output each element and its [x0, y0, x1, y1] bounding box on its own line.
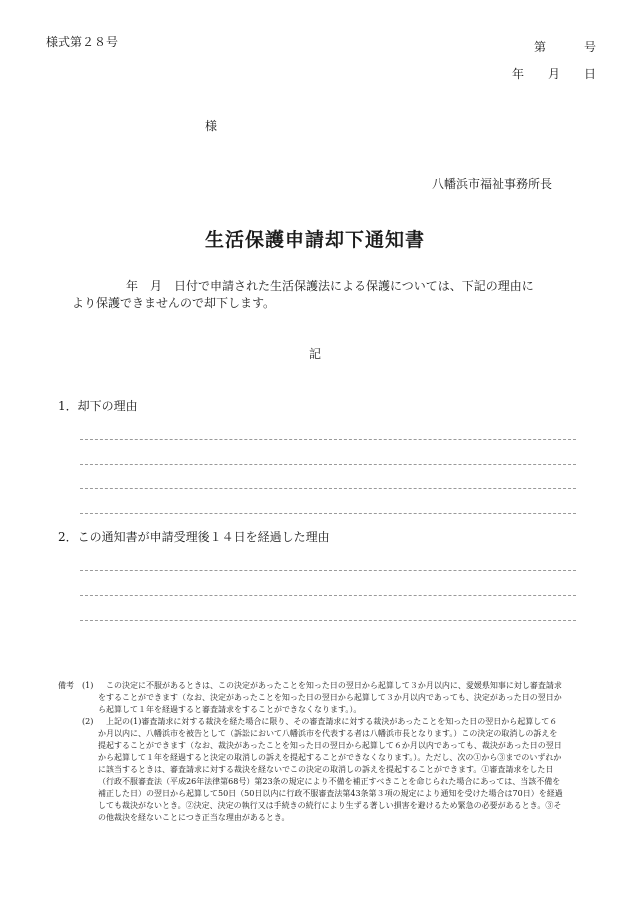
form-number: 様式第２８号: [46, 35, 119, 49]
delay-reason-line: [80, 595, 576, 596]
body-line-1: 年 月 日付で申請された生活保護法による保護については、下記の理由に: [126, 279, 534, 293]
number-suffix: 号: [584, 40, 597, 54]
ki-label: 記: [308, 347, 321, 361]
date-year-label: 年: [512, 67, 525, 81]
note-text: 上記の(1)審査請求に対する裁決を経た場合に限り、その審査請求に対する裁決があったことを知った日の翌日から起算して６か月以内に、八幡浜市を被告として（訴訟において八幡浜市を代表する者は八幡浜市長となります。）この決定の取消しの訴えを提起することができます（なお、裁決があったことを知った日の翌日から起算して６か月以内であっても、裁決があった日の翌日から起算して１年を経過すると決定の取消しの訴えを提起することができなくなります。）。ただし、次の①から③までのいずれかに該当するときは、審査請求に対する裁決を経ないでこの決定の取消しの訴えを提起することができます。①審査請求をした日（行政不服審査法（平成26年法律第68号）第23条の規定により不備を補正すべきことを命じられた場合にあっては、当該不備を補正した日）の翌日から起算して50日（50日以内に行政不服審査法第43条第３項の規定により通知を受けた場合は70日）を経過しても裁決がないとき。②決定、決定の執行又は手続きの続行により生ずる著しい損害を避けるため緊急の必要があるとき。③その他裁決を経ないことにつき正当な理由があるとき。: [98, 717, 563, 822]
notes-label: 備考: [58, 681, 74, 690]
note-number: (1): [82, 681, 94, 690]
reason-line: [80, 513, 576, 514]
delay-reason-line: [80, 570, 576, 571]
reason-line: [80, 464, 576, 465]
addressee-honorific: 様: [205, 119, 218, 133]
date-day-label: 日: [584, 67, 597, 81]
notes: [58, 680, 563, 824]
reason-line: [80, 488, 576, 489]
body-line-2: より保護できませんので却下します。: [72, 296, 276, 310]
number-prefix: 第: [534, 40, 547, 54]
section-heading-delay-reason: 2．この通知書が申請受理後１４日を経過した理由: [58, 530, 330, 544]
reason-line: [80, 439, 576, 440]
section-heading-rejection-reason: 1．却下の理由: [58, 399, 138, 413]
note-number: (2): [82, 717, 94, 726]
document-title: 生活保護申請却下通知書: [204, 229, 425, 251]
delay-reason-line: [80, 620, 576, 621]
body-text: [72, 278, 562, 312]
note-text: この決定に不服があるときは、この決定があったことを知った日の翌日から起算して３か月以内に、愛媛県知事に対し審査請求をすることができます（なお、決定があったことを知った日の翌日から起算して３か月以内であっても、決定があった日の翌日から起算して１年を経過すると審査請求をすることができなくなります。）。: [98, 681, 562, 714]
issuer-name: 八幡浜市福祉事務所長: [432, 177, 553, 191]
note-item: [58, 680, 563, 716]
note-item: [58, 716, 563, 824]
date-month-label: 月: [548, 67, 561, 81]
